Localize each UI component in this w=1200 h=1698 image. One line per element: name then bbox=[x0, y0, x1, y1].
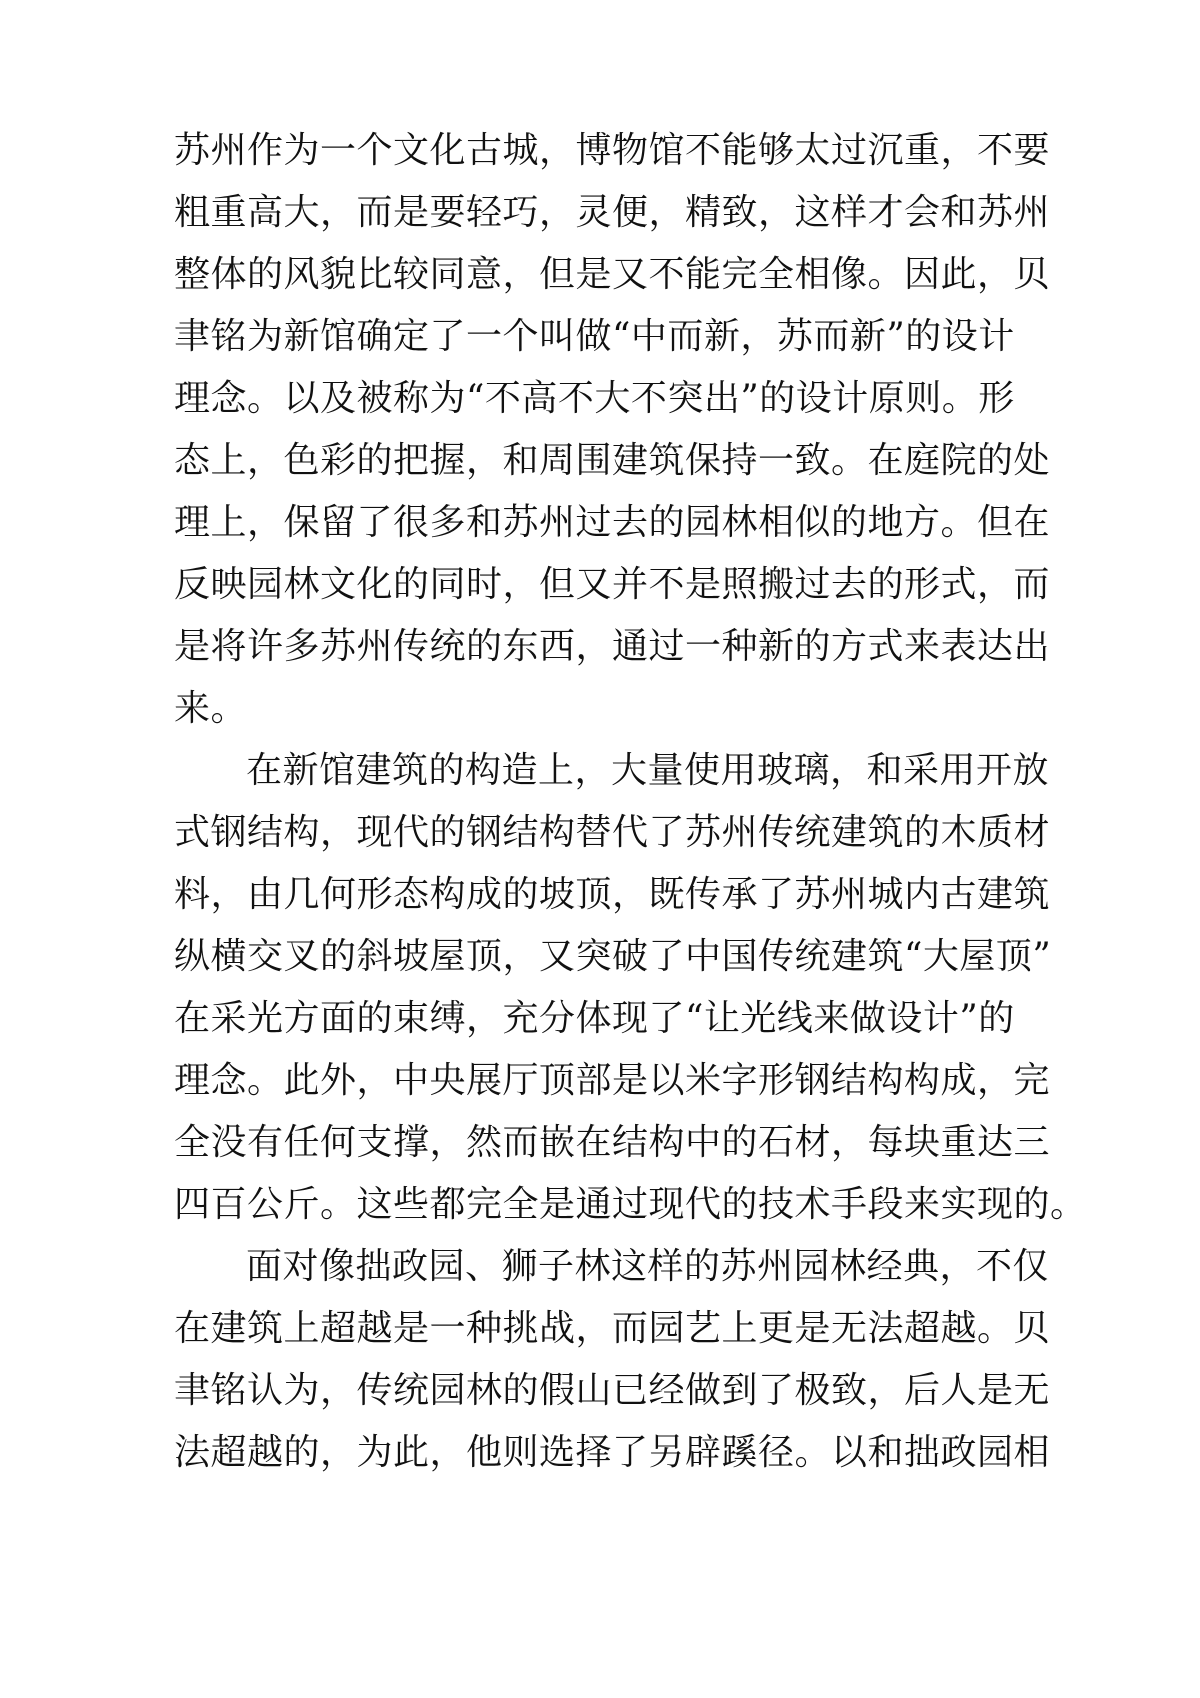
paragraph-1-line-9: 是将许多苏州传统的东西，通过一种新的方式来表达出 bbox=[174, 626, 1051, 667]
paragraph-1-line-4: 聿铭为新馆确定了一个叫做“中而新，苏而新”的设计 bbox=[174, 316, 1015, 357]
paragraph-2-line-7: 全没有任何支撑，然而嵌在结构中的石材，每块重达三 bbox=[174, 1122, 1051, 1163]
paragraph-3-line-3: 聿铭认为，传统园林的假山已经做到了极致，后人是无 bbox=[174, 1370, 1051, 1411]
paragraph-2-line-5: 在采光方面的束缚，充分体现了“让光线来做设计”的 bbox=[174, 998, 1015, 1039]
paragraph-1-line-6: 态上，色彩的把握，和周围建筑保持一致。在庭院的处 bbox=[174, 440, 1051, 481]
paragraph-3-line-2: 在建筑上超越是一种挑战，而园艺上更是无法超越。贝 bbox=[174, 1308, 1051, 1349]
paragraph-1-line-1: 苏州作为一个文化古城，博物馆不能够太过沉重，不要 bbox=[174, 130, 1051, 171]
paragraph-2-line-6: 理念。此外，中央展厅顶部是以米字形钢结构构成，完 bbox=[174, 1060, 1051, 1101]
paragraph-3-line-4: 法超越的，为此，他则选择了另辟蹊径。以和拙政园相 bbox=[174, 1432, 1051, 1473]
paragraph-2-line-2: 式钢结构，现代的钢结构替代了苏州传统建筑的木质材 bbox=[174, 812, 1051, 853]
paragraph-1-line-7: 理上，保留了很多和苏州过去的园林相似的地方。但在 bbox=[174, 502, 1051, 543]
paragraph-2-line-8: 四百公斤。这些都完全是通过现代的技术手段来实现的。 bbox=[174, 1184, 1087, 1225]
paragraph-2-line-1: 在新馆建筑的构造上，大量使用玻璃，和采用开放 bbox=[246, 750, 1050, 791]
paragraph-1-line-10: 来。 bbox=[174, 688, 248, 729]
paragraph-1-line-5: 理念。以及被称为“不高不大不突出”的设计原则。形 bbox=[174, 378, 1015, 419]
paragraph-1-line-8: 反映园林文化的同时，但又并不是照搬过去的形式，而 bbox=[174, 564, 1051, 605]
paragraph-3-line-1: 面对像拙政园、狮子林这样的苏州园林经典，不仅 bbox=[246, 1246, 1050, 1287]
paragraph-2-line-3: 料，由几何形态构成的坡顶，既传承了苏州城内古建筑 bbox=[174, 874, 1051, 915]
paragraph-1-line-3: 整体的风貌比较同意，但是又不能完全相像。因此，贝 bbox=[174, 254, 1051, 295]
body-text bbox=[174, 120, 1087, 1484]
paragraph-1-line-2: 粗重高大，而是要轻巧，灵便，精致，这样才会和苏州 bbox=[174, 192, 1051, 233]
paragraph-2-line-4: 纵横交叉的斜坡屋顶，又突破了中国传统建筑“大屋顶” bbox=[174, 936, 1052, 977]
